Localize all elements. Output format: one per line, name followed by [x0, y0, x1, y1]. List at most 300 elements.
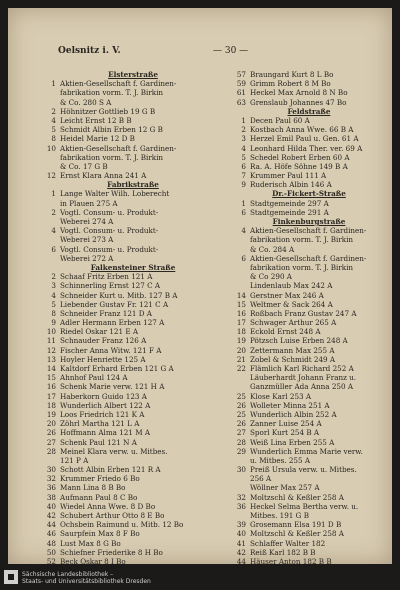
address-entry	[38, 438, 228, 447]
owner-text: Meinel Klara verw. u. Mitbes.	[60, 446, 168, 456]
address-entry	[38, 171, 228, 180]
owner-text: Braungard Kurt 8 L Bo	[250, 70, 334, 79]
address-entry	[228, 162, 390, 171]
address-entry	[228, 346, 390, 355]
house-number: 4	[51, 115, 56, 125]
address-entry	[228, 153, 390, 162]
owner-text: Zettermann Max 255 A	[250, 345, 335, 355]
owner-text: Schenk Paul 121 N A	[60, 437, 137, 447]
owner-text: Wunderlich Albin 252 A	[250, 409, 337, 419]
owner-text: Wiedel Anna Wwe. 8 D Bo	[60, 501, 156, 511]
house-number: 27	[236, 428, 246, 438]
address-entry	[38, 483, 228, 492]
owner-text: in Plauen 275 A	[60, 198, 118, 208]
address-entry	[228, 171, 390, 180]
house-number: 39	[236, 520, 246, 530]
house-number: 3	[241, 134, 246, 144]
owner-text: Heckel Max Arnold 8 N Bo	[250, 88, 348, 98]
house-number: 63	[236, 97, 246, 107]
address-entry	[38, 382, 228, 391]
address-entry	[228, 272, 390, 281]
house-number: 40	[46, 501, 56, 511]
house-number: 11	[46, 336, 56, 346]
address-entry	[38, 419, 228, 428]
house-number: 30	[46, 465, 56, 475]
house-number: 26	[236, 419, 246, 429]
house-number: 14	[236, 290, 246, 300]
house-number: 25	[236, 391, 246, 401]
house-number: 9	[51, 318, 56, 328]
house-number: 9	[241, 180, 246, 190]
owner-text: Mann Lina 8 B Bo	[60, 483, 126, 493]
owner-text: Ernst Klara Anna 241 A	[60, 171, 147, 181]
address-entry	[38, 291, 228, 300]
house-number: 16	[46, 382, 56, 392]
house-number: 17	[236, 318, 246, 328]
house-number: 26	[236, 400, 246, 410]
address-entry	[38, 217, 228, 226]
house-number: 13	[46, 354, 56, 364]
address-entry	[228, 456, 390, 465]
owner-text: Grenslaub Johannes 47 Bo	[250, 97, 347, 107]
address-entry	[228, 483, 390, 492]
address-entry	[228, 88, 390, 97]
address-entry	[228, 520, 390, 529]
house-number: 41	[236, 538, 246, 548]
owner-text: Moltzschl & Keßler 258 A	[250, 529, 344, 539]
owner-text: Lange Walter Wilh. Loberecht	[60, 189, 170, 199]
address-entry	[38, 346, 228, 355]
address-entry	[228, 300, 390, 309]
owner-text: Schiefner Friederike 8 H Bo	[60, 547, 163, 557]
address-entry	[228, 355, 390, 364]
owner-text: Aktien-Gesellschaft f. Gardinen-	[60, 143, 177, 153]
house-number: 1	[51, 189, 56, 199]
street-heading: Feldstraße	[287, 106, 331, 116]
address-entry	[228, 70, 390, 79]
address-entry	[38, 235, 228, 244]
house-number: 25	[236, 409, 246, 419]
house-number: 2	[51, 272, 56, 282]
owner-text: Pötzsch Luise Erben 248 A	[250, 336, 348, 346]
owner-text: Fischer Anna Witw. 121 F A	[60, 345, 162, 355]
address-entry	[38, 548, 228, 557]
owner-text: Wolleter Minna 251 A	[250, 400, 330, 410]
owner-text: Aktien-Gesellschaft f. Gardinen-	[60, 79, 177, 89]
owner-text: & Co. 284 A	[250, 244, 295, 254]
page-header	[58, 46, 382, 60]
house-number: 2	[241, 125, 246, 135]
owner-text: Wöllner Max 257 A	[250, 483, 320, 493]
address-entry	[228, 493, 390, 502]
owner-text: Heidel Marie 12 D B	[60, 134, 135, 144]
address-entry	[38, 245, 228, 254]
house-number: 12	[46, 345, 56, 355]
address-entry	[228, 428, 390, 437]
owner-text: Weberei 273 A	[60, 235, 114, 245]
owner-text: Höhnitzer Gottlieb 19 G B	[60, 106, 156, 116]
address-entry	[228, 557, 390, 564]
house-number: 50	[46, 547, 56, 557]
owner-text: Schott Albin Erben 121 R A	[60, 465, 161, 475]
address-entry	[228, 125, 390, 134]
owner-text: & Co. 17 G B	[60, 161, 108, 171]
address-entry	[228, 180, 390, 189]
owner-text: Schenk Marie verw. 121 H A	[60, 382, 165, 392]
address-entry	[228, 410, 390, 419]
page-number: — 30 —	[213, 46, 249, 56]
house-number: 44	[46, 520, 56, 530]
street-heading: Elsterstraße	[108, 70, 158, 79]
house-number: 19	[236, 336, 246, 346]
owner-text: Weberei 274 A	[60, 217, 114, 226]
house-number: 44	[236, 556, 246, 564]
owner-text: & Co. 280 S A	[60, 97, 112, 107]
owner-text: Sporl Kurt 254 B A	[250, 428, 320, 438]
address-entry	[38, 162, 228, 171]
house-number: 4	[51, 226, 56, 236]
address-entry	[38, 281, 228, 290]
owner-text: Hoffmann Alma 121 M A	[60, 428, 151, 438]
owner-text: Wunderlich Albert 122 A	[60, 400, 151, 410]
address-entry	[228, 392, 390, 401]
street-heading: Falkensteiner Straße	[90, 262, 176, 272]
address-entry	[228, 291, 390, 300]
city-heading: Oelsnitz i. V.	[58, 46, 121, 56]
owner-text: Flämlich Karl Richard 252 A	[250, 364, 354, 373]
owner-text: Kostbach Anna Wwe. 66 B A	[250, 125, 354, 135]
house-number: 5	[51, 299, 56, 309]
house-number: 20	[46, 419, 56, 429]
owner-text: Krummer Friedo 6 Bo	[60, 474, 140, 484]
house-number: 2	[51, 207, 56, 217]
owner-text: Schnauder Franz 126 A	[60, 336, 147, 346]
owner-text: Aufmann Paul 8 C Bo	[60, 492, 138, 502]
address-entry	[228, 226, 390, 235]
owner-text: Gerstner Max 246 A	[250, 290, 324, 300]
owner-text: Schedel Robert Erben 60 A	[250, 152, 350, 162]
address-entry	[228, 208, 390, 217]
owner-text: Krummer Paul 111 A	[250, 171, 327, 181]
house-number: 6	[241, 161, 246, 171]
street-heading: Fabrikstraße	[107, 180, 159, 190]
owner-text: Heckel Selma Bertha verw. u.	[250, 501, 359, 511]
owner-text: Ruderisch Albin 146 A	[250, 180, 332, 190]
address-entry	[38, 502, 228, 511]
address-entry	[38, 465, 228, 474]
owner-text: Mitbes. 191 G B	[250, 511, 309, 520]
address-entry	[38, 254, 228, 263]
address-entry	[38, 116, 228, 125]
house-number: 19	[46, 409, 56, 419]
address-entry	[228, 382, 390, 391]
address-entry	[228, 419, 390, 428]
owner-text: Vogtl. Consum- u. Produkt-	[60, 226, 159, 236]
house-number: 61	[236, 88, 246, 98]
house-number: 42	[236, 547, 246, 557]
owner-text: Leicht Ernst 12 B B	[60, 115, 132, 125]
house-number: 8	[51, 134, 56, 144]
owner-text: 121 P A	[60, 455, 89, 465]
owner-text: Vogtl. Consum- u. Produkt-	[60, 207, 159, 217]
house-number: 5	[51, 125, 56, 135]
owner-text: Aktien-Gesellschaft f. Gardinen-	[250, 226, 367, 236]
address-entry	[228, 401, 390, 410]
address-entry	[38, 88, 228, 97]
address-entry	[38, 199, 228, 208]
street-heading: Dr.-Fickert-Straße	[272, 189, 346, 199]
owner-text: Zöhrl Martha 121 L A	[60, 419, 140, 429]
address-entry	[228, 144, 390, 153]
owner-text: Leonhard Hilda Ther. ver. 69 A	[250, 143, 363, 153]
owner-text: fabrikation vorm. T. J. Birkin	[60, 88, 164, 98]
house-number: 6	[241, 207, 246, 217]
owner-text: Beck Oskar 8 I Bo	[60, 556, 126, 564]
address-entry	[228, 281, 390, 290]
address-entry	[38, 557, 228, 564]
owner-text: Reiß Karl 182 B B	[250, 547, 316, 557]
house-number: 57	[236, 70, 246, 79]
house-number: 4	[241, 143, 246, 153]
owner-text: Kaltdorf Erhard Erben 121 G A	[60, 364, 174, 373]
address-entry	[228, 309, 390, 318]
house-number: 10	[46, 143, 56, 153]
owner-text: Aktien-Gesellschaft f. Gardinen-	[250, 253, 367, 263]
owner-text: Ochsbein Raimund u. Mitb. 12 Bo	[60, 520, 184, 530]
house-number: 10	[46, 327, 56, 337]
house-number: 28	[46, 446, 56, 456]
house-number: 48	[46, 538, 56, 548]
address-entry	[228, 336, 390, 345]
address-entry	[38, 107, 228, 116]
address-entry	[38, 392, 228, 401]
address-entry	[38, 364, 228, 373]
address-entry	[38, 428, 228, 437]
house-number: 6	[51, 244, 56, 254]
address-entry	[38, 318, 228, 327]
house-number: 7	[241, 171, 246, 181]
owner-text: Lust Max 8 G Bo	[60, 538, 121, 548]
house-number: 29	[236, 446, 246, 456]
address-entry	[228, 254, 390, 263]
owner-text: Preiß Ursula verw. u. Mitbes.	[250, 465, 357, 475]
left-column	[38, 70, 228, 564]
address-entry	[38, 134, 228, 143]
owner-text: fabrikation vorm. T. J. Birkin	[60, 152, 164, 162]
house-number: 21	[236, 354, 246, 364]
address-entry	[228, 438, 390, 447]
house-number: 6	[241, 253, 246, 263]
address-entry	[228, 502, 390, 511]
street-heading: Finkenburgstraße	[272, 217, 346, 226]
owner-text: Loos Friedrich 121 K A	[60, 409, 145, 419]
address-entry	[38, 474, 228, 483]
address-entry	[38, 456, 228, 465]
address-entry	[38, 309, 228, 318]
house-number: 32	[46, 474, 56, 484]
house-number: 38	[46, 492, 56, 502]
footer-line-2: Staats- und Universitätsbibliothek Dresden	[22, 578, 151, 585]
owner-text: Herzel Emil Paul u. Gen. 61 A	[250, 134, 359, 144]
owner-text: Stadtgemeinde 291 A	[250, 207, 329, 217]
owner-text: fabrikation vorm. T. J. Birkin	[250, 235, 354, 245]
owner-text: Hoyler Henriette 125 A	[60, 354, 146, 364]
address-entry	[228, 364, 390, 373]
address-entry	[228, 134, 390, 143]
owner-text: Zobel & Schmidt 249 A	[250, 354, 336, 364]
owner-text: Weltmer & Sack 264 A	[250, 299, 333, 309]
address-entry	[228, 529, 390, 538]
owner-text: Ahnhof Paul 124 A	[60, 373, 128, 383]
owner-text: Saurpfein Max 8 F Bo	[60, 529, 140, 539]
owner-text: Weberei 272 A	[60, 253, 114, 263]
document-page	[8, 8, 392, 564]
owner-text: Ra. A. Höfe Söhne 149 B A	[250, 161, 348, 171]
house-number: 15	[46, 373, 56, 383]
owner-text: u. Mitbes. 255 A	[250, 455, 311, 465]
owner-text: Ganzmüller Ada Anna 250 A	[250, 382, 354, 392]
address-entry	[38, 226, 228, 235]
library-footer	[0, 566, 400, 590]
house-number: 36	[46, 483, 56, 493]
house-number: 46	[46, 529, 56, 539]
owner-text: Grimm Robert 8 M Bo	[250, 79, 331, 89]
footer-line-1: Sächsische Landesbibliothek –	[22, 571, 114, 578]
owner-text: Stadtgemeinde 297 A	[250, 198, 329, 208]
house-number: 59	[236, 79, 246, 89]
house-number: 14	[46, 364, 56, 373]
house-number: 2	[51, 106, 56, 116]
address-entry	[38, 447, 228, 456]
address-entry	[38, 153, 228, 162]
owner-text: Eckold Ernst 248 A	[250, 327, 321, 337]
address-entry	[228, 539, 390, 548]
owner-text: Schubert Arthur Otto 8 E Bo	[60, 511, 165, 520]
address-entry	[228, 548, 390, 557]
owner-text: Schneider Kurt u. Mitb. 127 B A	[60, 290, 178, 300]
house-number: 5	[241, 152, 246, 162]
address-entry	[38, 272, 228, 281]
owner-text: Adler Hermann Erben 127 A	[60, 318, 165, 328]
owner-text: & Co 290 A	[250, 272, 292, 282]
house-number: 26	[46, 428, 56, 438]
address-entry	[38, 79, 228, 88]
address-entry	[38, 529, 228, 538]
library-logo-icon	[4, 570, 18, 584]
address-entry	[38, 539, 228, 548]
address-entry	[38, 355, 228, 364]
house-number: 28	[236, 437, 246, 447]
house-number: 3	[51, 281, 56, 291]
address-entry	[38, 327, 228, 336]
address-entry	[38, 98, 228, 107]
house-number: 16	[236, 308, 246, 318]
address-entry	[228, 511, 390, 520]
house-number: 1	[241, 115, 246, 125]
address-entry	[228, 474, 390, 483]
owner-text: Weiß Lina Erben 255 A	[250, 437, 335, 447]
address-entry	[228, 373, 390, 382]
owner-text: Läuberhardt Johann Franz u.	[250, 373, 357, 383]
owner-text: Decen Paul 60 A	[250, 115, 310, 125]
address-entry	[228, 327, 390, 336]
address-entry	[38, 511, 228, 520]
owner-text: Grosemann Elsa 191 D B	[250, 520, 342, 530]
address-entry	[38, 493, 228, 502]
address-entry	[228, 199, 390, 208]
owner-text: Moltzschl & Keßler 258 A	[250, 492, 344, 502]
owner-text: Wunderlich Emma Marie verw.	[250, 446, 363, 456]
address-entry	[38, 125, 228, 134]
owner-text: Schneider Franz 121 D A	[60, 308, 152, 318]
house-number: 36	[236, 501, 246, 511]
house-number: 30	[236, 465, 246, 475]
house-number: 4	[241, 226, 246, 236]
address-entry	[228, 447, 390, 456]
address-entry	[38, 336, 228, 345]
owner-text: Häuser Anton 182 B B	[250, 556, 332, 564]
address-entry	[228, 235, 390, 244]
address-entry	[228, 79, 390, 88]
owner-text: Liebender Gustav Fr. 121 C A	[60, 299, 169, 309]
owner-text: Zanner Luise 254 A	[250, 419, 322, 429]
owner-text: Vogtl. Consum- u. Produkt-	[60, 244, 159, 254]
address-entry	[228, 245, 390, 254]
owner-text: Riedel Oskar 121 E A	[60, 327, 139, 337]
address-entry	[38, 373, 228, 382]
address-entry	[228, 465, 390, 474]
address-entry	[38, 520, 228, 529]
house-number: 8	[51, 308, 56, 318]
house-number: 12	[46, 171, 56, 181]
owner-text: Roßbach Franz Gustav 247 A	[250, 308, 357, 318]
owner-text: Schmidt Albin Erben 12 G B	[60, 125, 163, 135]
house-number: 4	[51, 290, 56, 300]
house-number: 27	[46, 437, 56, 447]
address-entry	[38, 300, 228, 309]
house-number: 18	[46, 400, 56, 410]
address-entry	[38, 144, 228, 153]
address-entry	[38, 410, 228, 419]
owner-text: Klose Karl 253 A	[250, 391, 312, 401]
address-entry	[38, 189, 228, 198]
address-entry	[228, 98, 390, 107]
house-number: 22	[236, 364, 246, 373]
owner-text: Haberkorn Guido 123 A	[60, 391, 147, 401]
house-number: 32	[236, 492, 246, 502]
house-number: 42	[46, 511, 56, 520]
owner-text: fabrikation vorm. T. J. Birkin	[250, 262, 354, 272]
owner-text: Schwager Arthur 265 A	[250, 318, 337, 328]
house-number: 17	[46, 391, 56, 401]
owner-text: Schaaf Fritz Erben 121 A	[60, 272, 153, 282]
address-entry	[228, 318, 390, 327]
owner-text: Lindenlaub Max 242 A	[250, 281, 333, 291]
owner-text: Schlaffer Walter 182	[250, 538, 326, 548]
house-number: 18	[236, 327, 246, 337]
address-entry	[38, 208, 228, 217]
house-number: 15	[236, 299, 246, 309]
house-number: 1	[51, 79, 56, 89]
address-entry	[228, 263, 390, 272]
house-number: 1	[241, 198, 246, 208]
owner-text: Schinnerling Ernst 127 C A	[60, 281, 161, 291]
right-column	[228, 70, 390, 564]
house-number: 52	[46, 556, 56, 564]
address-entry	[228, 116, 390, 125]
address-entry	[38, 401, 228, 410]
house-number: 40	[236, 529, 246, 539]
